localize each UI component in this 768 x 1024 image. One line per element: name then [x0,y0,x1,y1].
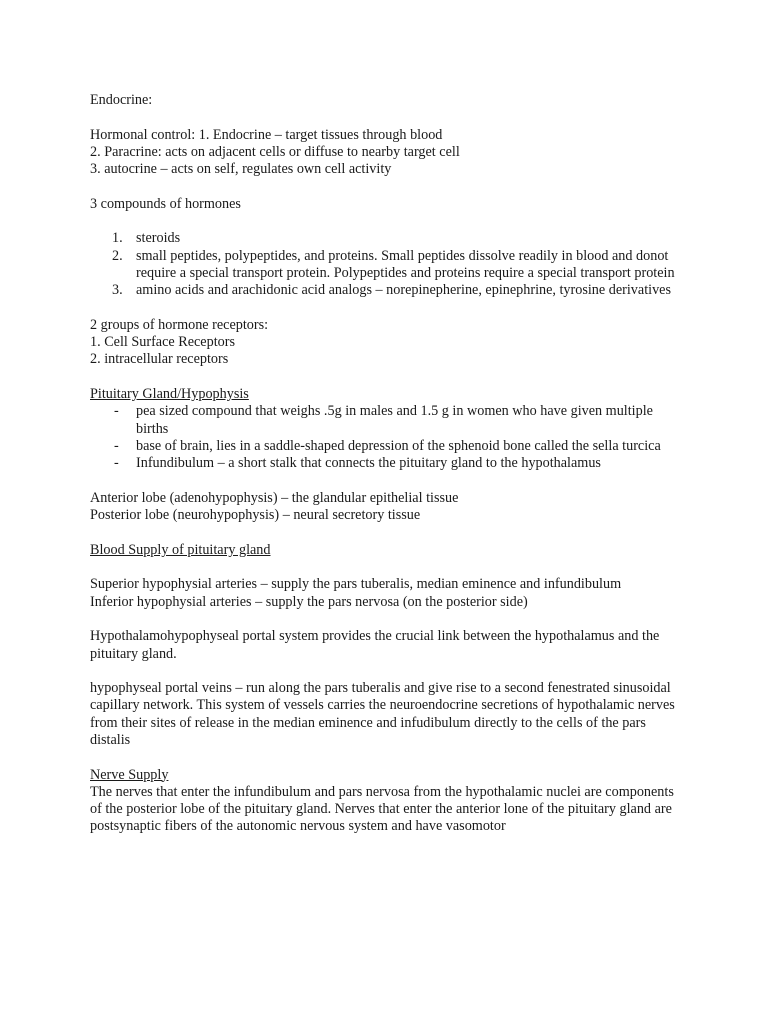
list-number: 2. [112,247,123,264]
superior-arteries-line: Superior hypophysial arteries – supply the pars tuberalis, median eminence and infundibulum [90,576,622,593]
document-page [90,92,680,836]
list-item-text: base of brain, lies in a saddle-shaped depression of the sphenoid bone called the sella turcica [136,437,661,454]
hormonal-control-line-3: 3. autocrine – acts on self, regulates own cell activity [90,161,392,178]
list-item [90,230,680,247]
list-item-text: small peptides, polypeptides, and proteins. Small peptides dissolve readily in blood and donot require a special transport protein. Polypeptides and proteins require a special transport protein [136,247,675,281]
list-dash: - [114,403,119,420]
list-item-text: steroids [136,230,181,247]
blood-supply-heading: Blood Supply of pituitary gland [90,541,271,558]
list-dash: - [114,437,119,454]
inferior-arteries-line: Inferior hypophysial arteries – supply the pars nervosa (on the posterior side) [90,593,528,610]
list-item [90,403,680,438]
list-item-text: Infundibulum – a short stalk that connects the pituitary gland to the hypothalamus [136,455,601,472]
hormonal-control-line-2: 2. Paracrine: acts on adjacent cells or diffuse to nearby target cell [90,143,460,160]
list-item [90,455,680,472]
document-title: Endocrine: [90,92,153,108]
list-item-text: pea sized compound that weighs .5g in males and 1.5 g in women who have given multiple births [136,403,653,437]
compounds-list [90,230,680,299]
posterior-lobe-line: Posterior lobe (neurohypophysis) – neural secretory tissue [90,507,421,524]
list-number: 3. [112,282,123,299]
list-item [90,248,680,283]
list-number: 1. [112,230,123,247]
receptors-line-2: 2. intracellular receptors [90,351,229,368]
nerve-supply-heading: Nerve Supply [90,766,169,783]
receptors-heading: 2 groups of hormone receptors: [90,316,269,333]
anterior-lobe-line: Anterior lobe (adenohypophysis) – the glandular epithelial tissue [90,489,459,506]
nerve-supply-paragraph: The nerves that enter the infundibulum and pars nervosa from the hypothalamic nuclei are components of the posterior lobe of the pituitary gland. Nerves that enter the anterior lone of the pituitary gland are postsynaptic fibers of the autonomic nervous system and have vasomotor [90,783,674,835]
list-dash: - [114,455,119,472]
list-item-text: amino acids and arachidonic acid analogs – norepinepherine, epinephrine, tyrosine derivatives [136,282,671,299]
pituitary-list [90,403,680,472]
hormonal-control-line-1: Hormonal control: 1. Endocrine – target tissues through blood [90,126,443,143]
pituitary-heading: Pituitary Gland/Hypophysis [90,386,249,403]
list-item [90,282,680,299]
receptors-line-1: 1. Cell Surface Receptors [90,334,235,351]
list-item [90,438,680,455]
portal-veins-paragraph: hypophyseal portal veins – run along the pars tuberalis and give rise to a second fenestrated sinusoidal capillary network. This system of vessels carries the neuroendocrine secretions of hypothalamic nerves from their sites of release in the median eminence and infudibulum directly to the cells of the pars distalis [90,680,675,748]
portal-system-paragraph: Hypothalamohypophyseal portal system provides the crucial link between the hypothalamus and the pituitary gland. [90,628,660,662]
compounds-heading: 3 compounds of hormones [90,195,241,212]
